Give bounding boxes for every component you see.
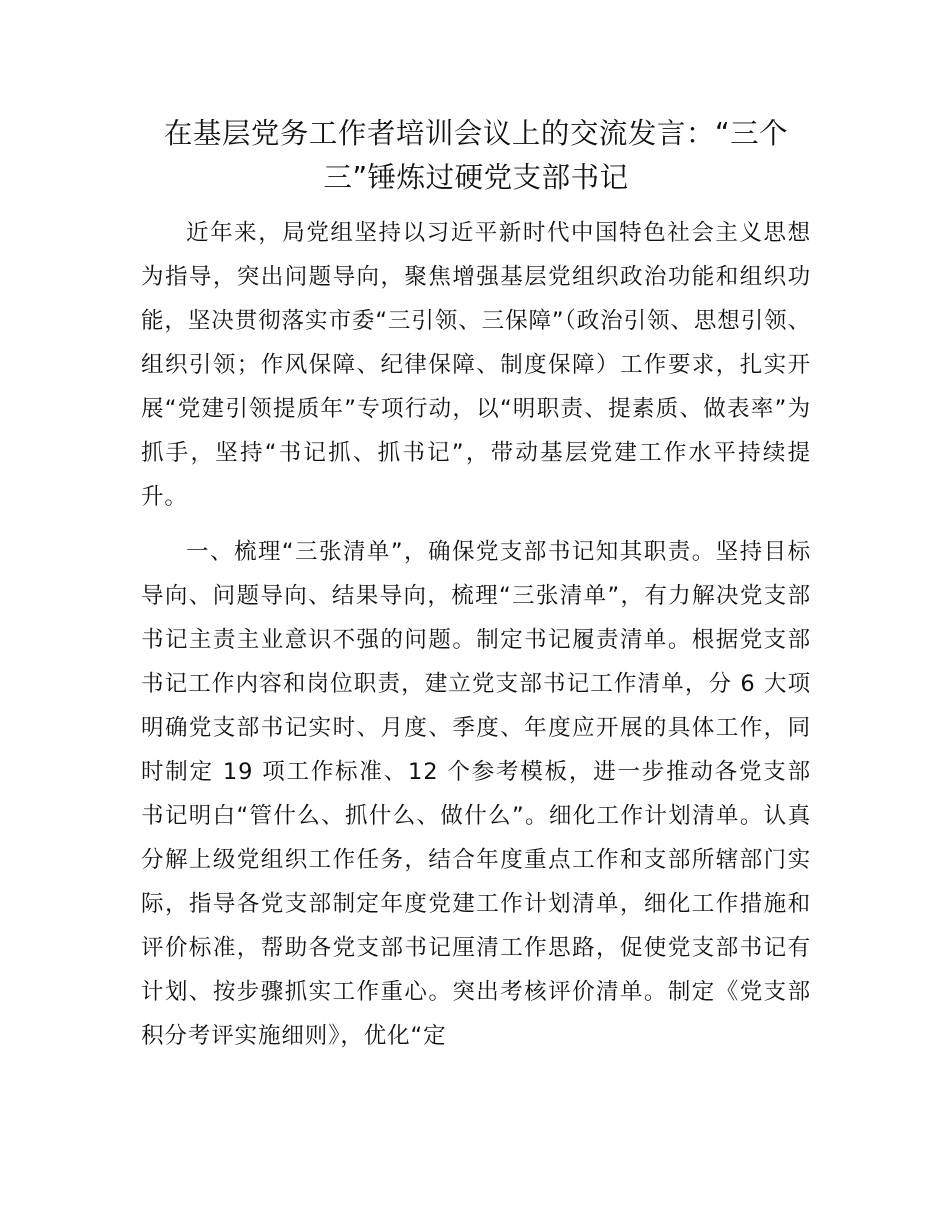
document-title: 在基层党务工作者培训会议上的交流发言：“三个三”锤炼过硬党支部书记 <box>163 117 789 194</box>
document-page <box>141 112 811 1058</box>
document-body <box>141 211 811 1058</box>
paragraph-intro: 近年来，局党组坚持以习近平新时代中国特色社会主义思想为指导，突出问题导向，聚焦增强基层党组织政治功能和组织功能，坚决贯彻落实市委“三引领、三保障”（政治引领、思想引领、组织引领；作风保障、纪律保障、制度保障）工作要求，扎实开展“党建引领提质年”专项行动，以“明职责、提素质、做表率”为抓手，坚持“书记抓、抓书记”，带动基层党建工作水平持续提升。 <box>141 220 811 510</box>
paragraph-section-one: 一、梳理“三张清单”，确保党支部书记知其职责。坚持目标导向、问题导向、结果导向，梳理“三张清单”，有力解决党支部书记主责主业意识不强的问题。制定书记履责清单。根据党支部书记工作内容和岗位职责，建立党支部书记工作清单，分 6 大项明确党支部书记实时、月度、季度、年度应开展的具体工作，同时制定 19 项工作标准、12 个参考模板，进一步推动各党支部书记明白“管什么、抓什么、做什么”。细化工作计划清单。认真分解上级党组织工作任务，结合年度重点工作和支部所辖部门实际，指导各党支部制定年度党建工作计划清单，细化工作措施和评价标准，帮助各党支部书记厘清工作思路，促使党支部书记有计划、按步骤抓实工作重心。突出考核评价清单。制定《党支部积分考评实施细则》，优化“定 <box>141 539 811 1049</box>
